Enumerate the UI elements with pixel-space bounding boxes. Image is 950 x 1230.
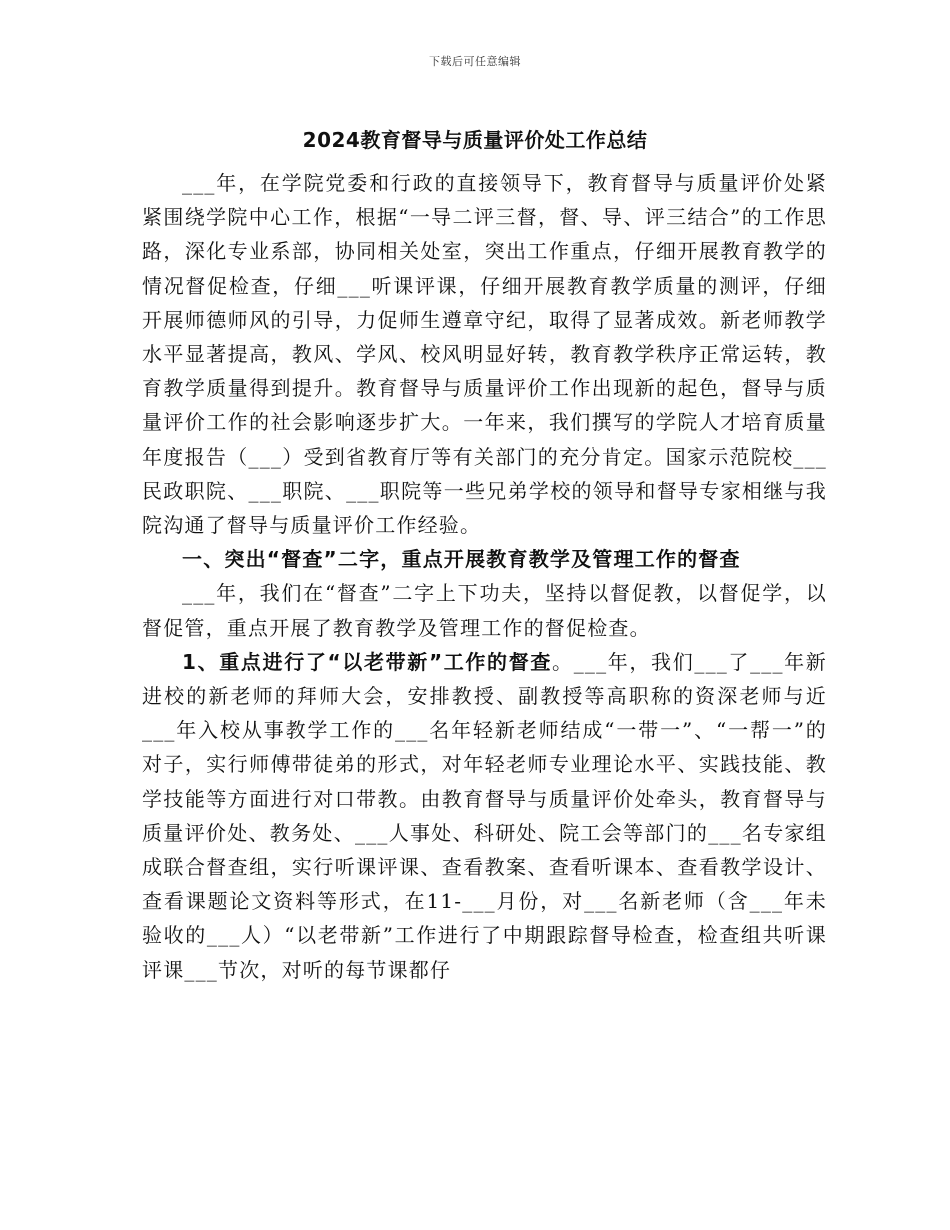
item-1-paragraph bbox=[142, 645, 827, 987]
section-heading-1: 一、突出“督查”二字，重点开展教育教学及管理工作的督查 bbox=[182, 547, 741, 572]
document-title: 2024教育督导与质量评价处工作总结 bbox=[302, 128, 648, 152]
document-body bbox=[142, 166, 827, 987]
intro-paragraph: ___年，在学院党委和行政的直接领导下，教育督导与质量评价处紧紧围绕学院中心工作，根据“一导二评三督，督、导、评三结合”的工作思路，深化专业系部，协同相关处室，突出工作重点，仔细开展教育教学的情况督促检查，仔细___听课评课，仔细开展教育教学质量的测评，仔细开展师德师风的引导，力促师生遵章守纪，取得了显著成效。新老师教学水平显著提高，教风、学风、校风明显好转，教育教学秩序正常运转，教育教学质量得到提升。教育督导与质量评价工作出现新的起色，督导与质量评价工作的社会影响逐步扩大。一年来，我们撰写的学院人才培育质量年度报告（___）受到省教育厅等有关部门的充分肯定。国家示范院校___民政职院、___职院、___职院等一些兄弟学校的领导和督导专家相继与我院沟通了督导与质量评价工作经验。 bbox=[142, 171, 827, 538]
section-1-paragraph: ___年，我们在“督查”二字上下功夫，坚持以督促教，以督促学，以督促管，重点开展了教育教学及管理工作的督促检查。 bbox=[142, 581, 827, 640]
item-1-body: 。___年，我们___了___年新进校的新老师的拜师大会，安排教授、副教授等高职称的资深老师与近___年入校从事教学工作的___名年轻新老师结成“一带一”、“一帮一”的对子，实行师傅带徒弟的形式，对年轻老师专业理论水平、实践技能、教学技能等方面进行对口带教。由教育督导与质量评价处牵头，教育督导与质量评价处、教务处、___人事处、科研处、院工会等部门的___名专家组成联合督查组，实行听课评课、查看教案、查看听课本、查看教学设计、查看课题论文资料等形式，在11-___月份，对___名新老师（含___年未验收的___人）“以老带新”工作进行了中期跟踪督导检查，检查组共听课评课___节次，对听的每节课都仔 bbox=[142, 649, 827, 982]
item-1-lead: 1、重点进行了“以老带新”工作的督查 bbox=[182, 649, 553, 674]
header-note: 下载后可任意编辑 bbox=[429, 55, 521, 68]
